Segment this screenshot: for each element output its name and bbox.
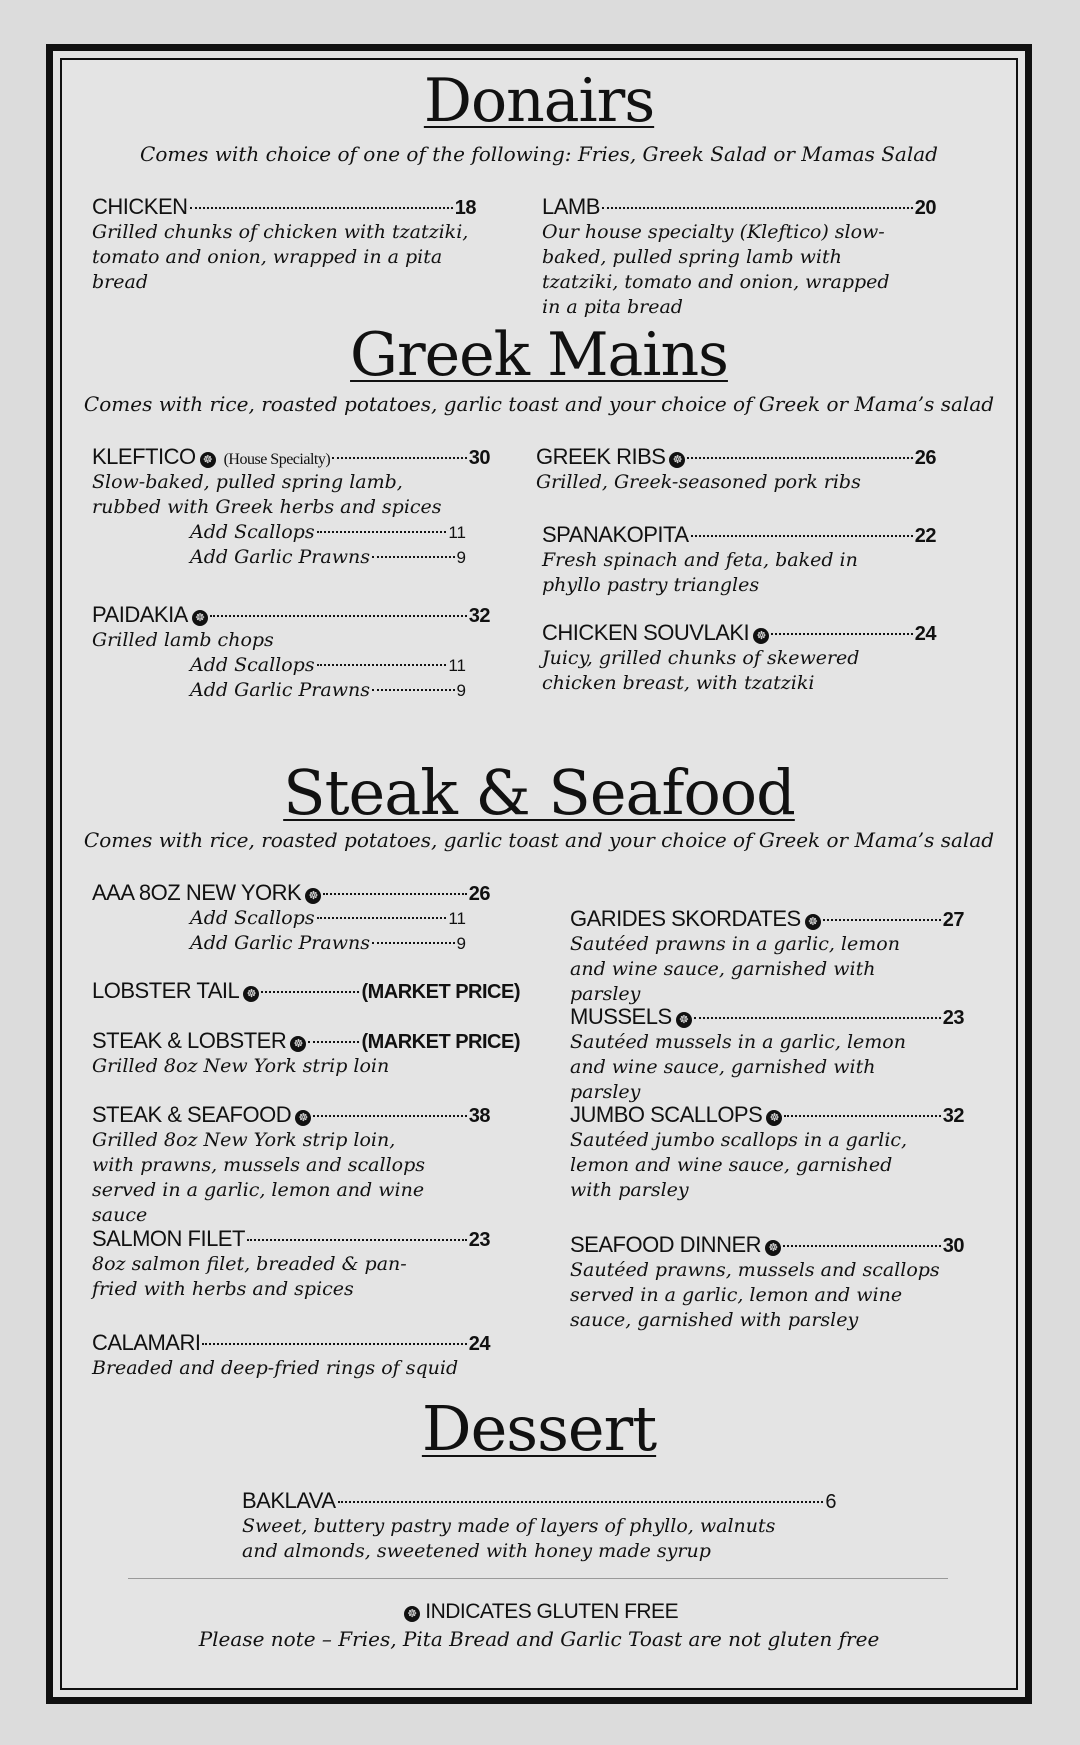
menu-item-greek-ribs xyxy=(536,444,936,495)
addon-price: 11 xyxy=(448,909,466,928)
addon-scallops xyxy=(190,906,466,931)
menu-item-lobster-tail xyxy=(92,978,520,1004)
leader-dots xyxy=(372,556,455,558)
wheat-icon: ☸ xyxy=(200,452,216,468)
item-name: KLEFTICO xyxy=(92,444,196,469)
item-price: (MARKET PRICE) xyxy=(361,981,520,1003)
wheat-icon: ☸ xyxy=(765,1240,781,1256)
item-description: Grilled 8oz New York strip loin, with prawns, mussels and scallops served in a garlic, lemon and wine sauce xyxy=(92,1129,426,1226)
menu-item-steak-seafood xyxy=(92,1102,490,1228)
addon-price: 11 xyxy=(448,656,466,675)
item-price: 26 xyxy=(914,447,936,469)
item-price: 26 xyxy=(468,883,490,905)
menu-page xyxy=(60,58,1018,1690)
section-subtitle-donairs: Comes with choice of one of the following: Fries, Greek Salad or Mamas Salad xyxy=(140,142,938,166)
menu-item-seafood-dinner xyxy=(570,1232,964,1333)
item-name: BAKLAVA xyxy=(242,1488,336,1513)
item-description: Sautéed prawns in a garlic, lemon and wine sauce, garnished with parsley xyxy=(570,933,900,1005)
menu-item-jumbo-scallops xyxy=(570,1102,964,1203)
leader-dots xyxy=(771,633,913,635)
wheat-icon: ☸ xyxy=(243,986,259,1002)
gluten-free-legend xyxy=(60,1600,1018,1651)
leader-dots xyxy=(372,689,455,691)
item-name: CHICKEN xyxy=(92,194,188,219)
item-name: SALMON FILET xyxy=(92,1226,245,1251)
leader-dots xyxy=(602,207,913,209)
item-price: 6 xyxy=(825,1491,836,1513)
item-price: 24 xyxy=(914,623,936,645)
addon-garlic-prawns xyxy=(190,545,466,570)
item-name: AAA 8OZ NEW YORK xyxy=(92,880,302,905)
item-price: 24 xyxy=(468,1333,490,1355)
leader-dots xyxy=(332,457,467,459)
menu-item-baklava xyxy=(242,1488,836,1564)
leader-dots xyxy=(317,531,447,533)
gluten-free-note: Please note – Fries, Pita Bread and Garlic Toast are not gluten free xyxy=(198,1627,880,1651)
leader-dots xyxy=(247,1239,467,1241)
item-price: 32 xyxy=(942,1105,964,1127)
footer-divider xyxy=(128,1578,948,1579)
menu-item-garides-skordates xyxy=(570,906,964,1007)
addon-label: Add Garlic Prawns xyxy=(190,546,370,568)
addon-label: Add Scallops xyxy=(190,521,315,543)
item-price: 20 xyxy=(914,197,936,219)
leader-dots xyxy=(317,664,447,666)
menu-item-kleftico xyxy=(92,444,490,570)
item-description: Sautéed prawns, mussels and scallops served in a garlic, lemon and wine sauce, garnished with parsley xyxy=(570,1259,940,1331)
wheat-icon: ☸ xyxy=(290,1036,306,1052)
item-name: LAMB xyxy=(542,194,600,219)
item-description: Slow-baked, pulled spring lamb, rubbed with Greek herbs and spices xyxy=(92,471,442,518)
menu-item-chicken-souvlaki xyxy=(542,620,936,696)
item-description: Sweet, buttery pastry made of layers of phyllo, walnuts and almonds, sweetened with honey made syrup xyxy=(242,1515,776,1562)
wheat-icon: ☸ xyxy=(766,1110,782,1126)
item-price: 32 xyxy=(468,605,490,627)
item-name: CHICKEN SOUVLAKI xyxy=(542,620,750,645)
item-description: Grilled lamb chops xyxy=(92,629,274,651)
addon-scallops xyxy=(190,653,466,678)
item-description: Juicy, grilled chunks of skewered chicken breast, with tzatziki xyxy=(542,647,860,694)
item-description: Sautéed jumbo scallops in a garlic, lemon and wine sauce, garnished with parsley xyxy=(570,1129,908,1201)
menu-item-salmon-filet xyxy=(92,1226,490,1302)
item-name: SEAFOOD DINNER xyxy=(570,1232,762,1257)
leader-dots xyxy=(202,1343,466,1345)
addon-label: Add Scallops xyxy=(190,654,315,676)
leader-dots xyxy=(308,1041,359,1043)
wheat-icon: ☸ xyxy=(295,1110,311,1126)
addon-scallops xyxy=(190,520,466,545)
leader-dots xyxy=(691,535,913,537)
item-name: CALAMARI xyxy=(92,1330,201,1355)
item-description: Our house specialty (Kleftico) slow-baked, pulled spring lamb with tzatziki, tomato and onion, wrapped in a pita bread xyxy=(542,221,890,318)
addon-label: Add Garlic Prawns xyxy=(190,679,370,701)
leader-dots xyxy=(210,615,467,617)
item-description: Grilled chunks of chicken with tzatziki, tomato and onion, wrapped in a pita bread xyxy=(92,221,469,293)
item-price: 23 xyxy=(942,1007,964,1029)
section-title-dessert: Dessert xyxy=(421,1392,657,1465)
menu-item-steak-lobster xyxy=(92,1028,520,1079)
item-description: Grilled, Greek-seasoned pork ribs xyxy=(536,471,861,493)
item-price: 38 xyxy=(468,1105,490,1127)
item-name: LOBSTER TAIL xyxy=(92,978,240,1003)
item-name: JUMBO SCALLOPS xyxy=(570,1102,763,1127)
section-title-greek-mains: Greek Mains xyxy=(350,320,728,390)
addon-label: Add Garlic Prawns xyxy=(190,932,370,954)
menu-item-calamari xyxy=(92,1330,490,1381)
leader-dots xyxy=(317,917,447,919)
leader-dots xyxy=(323,893,467,895)
leader-dots xyxy=(694,1017,941,1019)
menu-item-new-york xyxy=(92,880,490,956)
item-name: PAIDAKIA xyxy=(92,602,188,627)
item-price: 27 xyxy=(942,909,964,931)
leader-dots xyxy=(313,1115,467,1117)
addon-price: 9 xyxy=(456,934,466,953)
leader-dots xyxy=(823,919,941,921)
item-price: 23 xyxy=(468,1229,490,1251)
wheat-icon: ☸ xyxy=(404,1606,420,1622)
menu-item-lamb-donair xyxy=(542,194,936,320)
item-name: MUSSELS xyxy=(570,1004,672,1029)
item-name: STEAK & SEAFOOD xyxy=(92,1102,292,1127)
addon-price: 9 xyxy=(456,548,466,567)
item-name: GREEK RIBS xyxy=(536,444,666,469)
leader-dots xyxy=(338,1501,824,1503)
item-qualifier: (House Specialty) xyxy=(223,451,331,468)
item-description: 8oz salmon filet, breaded & pan-fried with herbs and spices xyxy=(92,1253,407,1300)
item-description: Fresh spinach and feta, baked in phyllo pastry triangles xyxy=(542,549,858,596)
item-price: 18 xyxy=(454,197,476,219)
leader-dots xyxy=(687,457,912,459)
section-subtitle-steak-seafood: Comes with rice, roasted potatoes, garlic toast and your choice of Greek or Mama’s salad xyxy=(83,828,995,852)
addon-price: 11 xyxy=(448,523,466,542)
item-name: GARIDES SKORDATES xyxy=(570,906,801,931)
item-description: Grilled 8oz New York strip loin xyxy=(92,1055,390,1077)
item-price: 30 xyxy=(468,447,490,469)
addon-garlic-prawns xyxy=(190,931,466,956)
wheat-icon: ☸ xyxy=(192,610,208,626)
item-name: SPANAKOPITA xyxy=(542,522,689,547)
section-title-donairs: Donairs xyxy=(423,66,655,136)
menu-item-chicken-donair xyxy=(92,194,476,295)
wheat-icon: ☸ xyxy=(753,628,769,644)
addon-price: 9 xyxy=(456,681,466,700)
leader-dots xyxy=(190,207,453,209)
wheat-icon: ☸ xyxy=(676,1012,692,1028)
gluten-free-label: INDICATES GLUTEN FREE xyxy=(425,1600,679,1623)
menu-item-spanakopita xyxy=(542,522,936,598)
leader-dots xyxy=(261,991,359,993)
item-price: 22 xyxy=(914,525,936,547)
section-title-steak-seafood: Steak & Seafood xyxy=(283,756,795,829)
item-description: Sautéed mussels in a garlic, lemon and wine sauce, garnished with parsley xyxy=(570,1031,906,1103)
menu-item-paidakia xyxy=(92,602,490,703)
wheat-icon: ☸ xyxy=(805,914,821,930)
addon-label: Add Scallops xyxy=(190,907,315,929)
item-name: STEAK & LOBSTER xyxy=(92,1028,287,1053)
wheat-icon: ☸ xyxy=(305,888,321,904)
item-price: (MARKET PRICE) xyxy=(361,1031,520,1053)
leader-dots xyxy=(784,1115,940,1117)
item-price: 30 xyxy=(942,1235,964,1257)
leader-dots xyxy=(783,1245,941,1247)
wheat-icon: ☸ xyxy=(669,452,685,468)
section-subtitle-greek-mains: Comes with rice, roasted potatoes, garlic toast and your choice of Greek or Mama’s salad xyxy=(83,392,995,416)
addon-garlic-prawns xyxy=(190,678,466,703)
menu-item-mussels xyxy=(570,1004,964,1105)
item-description: Breaded and deep-fried rings of squid xyxy=(92,1357,459,1379)
leader-dots xyxy=(372,942,455,944)
